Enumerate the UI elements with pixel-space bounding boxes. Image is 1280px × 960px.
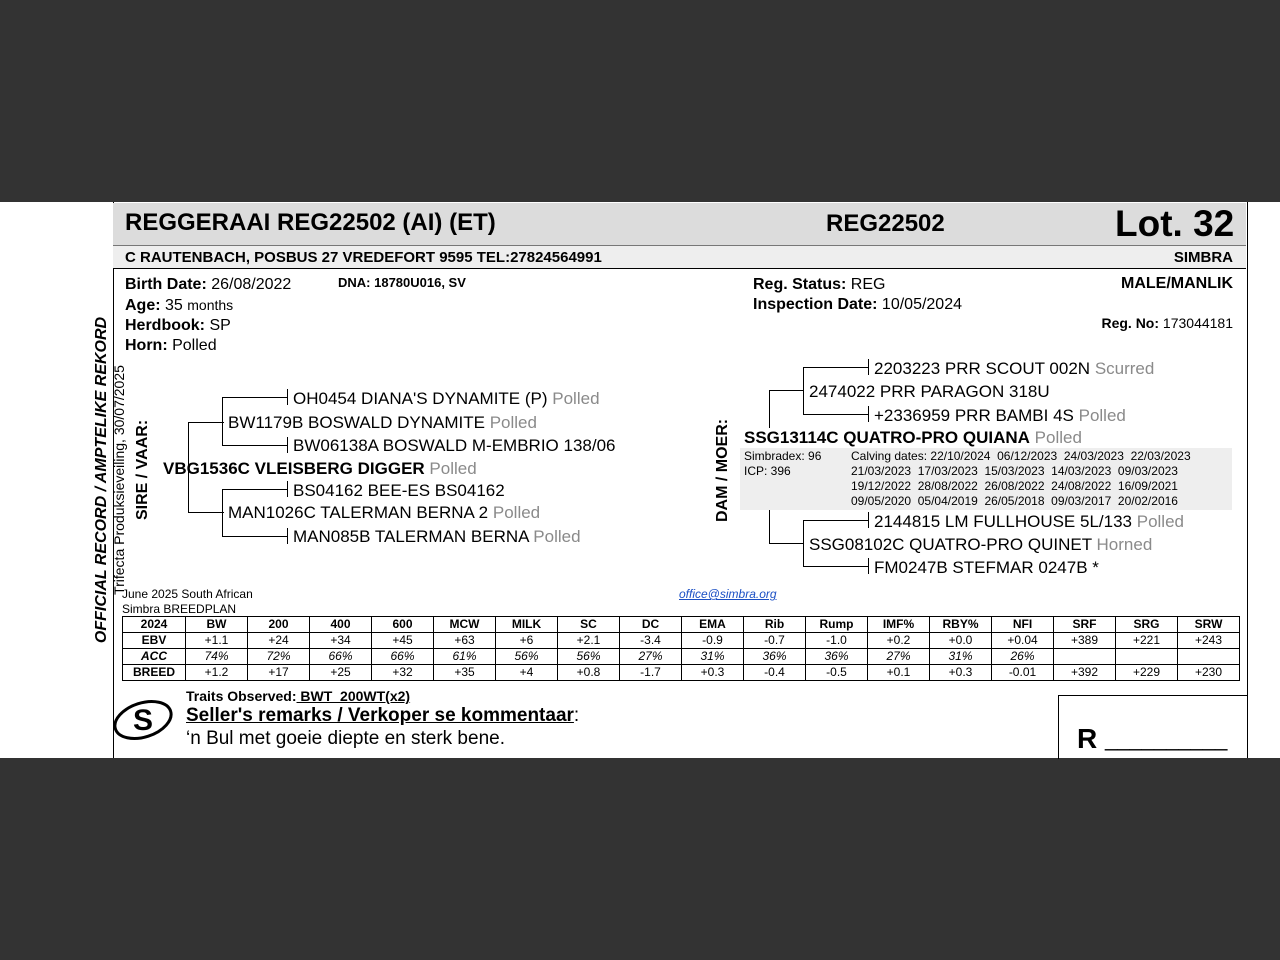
acc-row [123,649,1240,665]
sdd-name: MAN085B TALERMAN BERNA [293,527,529,546]
seller-remarks-colon: : [573,705,580,726]
birth-date-label: Birth Date: [125,276,207,293]
reg-status-label: Reg. Status: [753,276,847,293]
acc-cell: 74% [186,649,248,665]
sire-sire-dam [293,436,616,456]
seller-remarks-title: Seller's remarks / Verkoper se kommentaar [186,705,574,726]
sss-horn: Polled [552,389,600,408]
ebv-cell: +63 [434,633,496,649]
herdbook-value: SP [209,317,231,334]
breed-cell: +392 [1054,665,1116,681]
herdbook-label: Herdbook: [125,317,205,334]
breed-cell: +0.1 [868,665,930,681]
sire-name: VBG1536C VLEISBERG DIGGER [163,459,425,478]
calving-row-3: 19/12/2022 28/08/2022 26/08/2022 24/08/2022 16/09/2021 [851,479,1178,493]
animal-info [125,275,291,356]
dds-horn: Polled [1136,512,1184,531]
breed-cell: +4 [496,665,558,681]
dam-sire [809,382,1050,402]
dd-bracket-vertical [769,510,770,544]
inspection-date-label: Inspection Date: [753,296,878,313]
ebv-cell: EBV [123,633,186,649]
horn-label: Horn: [125,337,168,354]
traits-observed [186,688,410,704]
official-record-label: OFFICIAL RECORD / AMPTELIKE REKORD [93,316,110,644]
ebv-header-rib: Rib [744,617,806,633]
sd-bracket-top [222,489,288,490]
lot-number: Lot. 32 [1115,203,1235,244]
ebv-cell: +0.04 [992,633,1054,649]
age-value: 35 [165,297,183,314]
dam-dam-dam [874,558,1099,578]
seller-remarks-heading [186,705,579,727]
ss-bracket [222,397,223,445]
sss-tick [287,389,288,405]
dd-horn: Horned [1096,535,1153,554]
breed-cell: +229 [1116,665,1178,681]
acc-cell: 26% [992,649,1054,665]
reg-no-value: 173044181 [1162,315,1233,331]
acc-cell [1116,649,1178,665]
ebv-cell: -0.7 [744,633,806,649]
inspection-date-value: 10/05/2024 [881,296,962,313]
reg-number [1101,315,1233,331]
ebv-header-srw: SRW [1178,617,1240,633]
breed-row [123,665,1240,681]
dd-bracket-top [803,520,869,521]
sire-horn: Polled [429,459,477,478]
ebv-header-rump: Rump [806,617,868,633]
ebv-header-mcw: MCW [434,617,496,633]
sire-sire-sire [293,389,600,409]
dd-bracket-connector [769,543,804,544]
breed-label: SIMBRA [1173,249,1233,266]
registration-info [753,275,962,315]
dam-dam [809,535,1152,555]
sd-name: MAN1026C TALERMAN BERNA 2 [228,503,489,522]
breed-cell: +230 [1178,665,1240,681]
ebv-cell: +1.1 [186,633,248,649]
breed-cell: -0.5 [806,665,868,681]
dam-horn: Polled [1034,428,1082,447]
acc-cell: 56% [558,649,620,665]
ebv-cell: +389 [1054,633,1116,649]
ebv-header-imf-: IMF% [868,617,930,633]
dd-bracket [803,520,804,566]
ebv-header-srf: SRF [1054,617,1116,633]
calving-row-1: 22/10/2024 06/12/2023 24/03/2023 22/03/2023 [930,449,1191,463]
breed-cell: +0.3 [930,665,992,681]
ss-name: BW1179B BOSWALD DYNAMITE [228,413,485,432]
ebv-cell: +0.0 [930,633,992,649]
breed-cell: +1.2 [186,665,248,681]
dd-name: SSG08102C QUATRO-PRO QUINET [809,535,1092,554]
sire-dam [228,503,540,523]
acc-cell: 72% [248,649,310,665]
ds-bracket [803,367,804,414]
acc-cell: ACC [123,649,186,665]
breedplan-line-1: June 2025 South African [122,587,253,601]
traits-label: Traits Observed: [186,688,297,704]
acc-cell: 66% [310,649,372,665]
sd-bracket [222,489,223,536]
owner-address: C RAUTENBACH, POSBUS 27 VREDEFORT 9595 TEL:27824564991 [125,249,602,266]
horn-value: Polled [172,337,217,354]
ebv-header-srg: SRG [1116,617,1178,633]
ebv-header-sc: SC [558,617,620,633]
traits-value: BWT 200WT(x2) [296,688,411,704]
breed-cell: +17 [248,665,310,681]
breed-cell: +0.8 [558,665,620,681]
calving-panel [740,448,1232,510]
calving-label: Calving dates: [851,449,928,463]
dsd-horn: Polled [1078,406,1126,425]
ebv-header-row [123,617,1240,633]
price-blank[interactable]: __________ [1105,726,1228,751]
acc-cell: 56% [496,649,558,665]
sire-label: SIRE / VAAR: [134,419,151,520]
ebv-header-600: 600 [372,617,434,633]
sds-name: BS04162 BEE-ES BS04162 [293,481,505,500]
dna-info: DNA: 18780U016, SV [338,275,466,290]
ebv-cell: -1.0 [806,633,868,649]
animal-name: REGGERAAI REG22502 (AI) (ET) [125,209,496,236]
acc-cell: 61% [434,649,496,665]
ssd-tick [287,437,288,453]
ebv-header-milk: MILK [496,617,558,633]
ebv-cell: +2.1 [558,633,620,649]
ss-horn: Polled [489,413,537,432]
calving-dates-row-1 [851,449,1191,463]
ds-bracket-vertical [769,390,770,428]
dds-tick [868,512,869,528]
breed-cell: +35 [434,665,496,681]
sds-tick [287,481,288,497]
price-box [1058,695,1247,759]
age-unit: months [187,297,234,313]
dam-sire-dam [874,406,1126,426]
acc-cell [1054,649,1116,665]
ds-bracket-connector [769,390,804,391]
dam-dam-sire [874,512,1184,532]
acc-cell: 36% [806,649,868,665]
sd-bracket-bottom [222,536,288,537]
seller-remarks-text: ‘n Bul met goeie diepte en sterk bene. [186,728,505,749]
reg-code: REG22502 [826,210,945,237]
ebv-cell: +6 [496,633,558,649]
calving-row-2: 21/03/2023 17/03/2023 15/03/2023 14/03/2023 09/03/2023 [851,464,1178,478]
ebv-row [123,633,1240,649]
dss-name: 2203223 PRR SCOUT 002N [874,359,1091,378]
email-link[interactable]: office@simbra.org [679,587,777,601]
ddd-tick [868,558,869,574]
sire-sire [228,413,537,433]
dss-tick [868,359,869,375]
birth-date-value: 26/08/2022 [211,276,292,293]
ds-bracket-top [803,367,869,368]
simbra-logo-letter: S [132,704,154,737]
dd-bracket-bottom [803,566,869,567]
sire-bracket-bottom [188,512,224,513]
breed-cell: +25 [310,665,372,681]
ss-bracket-bottom [222,445,288,446]
dsd-name: +2336959 PRR BAMBI 4S [874,406,1074,425]
sire-main [163,459,477,479]
sd-horn: Polled [492,503,541,522]
ebv-header-ema: EMA [682,617,744,633]
age-label: Age: [125,297,161,314]
acc-cell: 27% [620,649,682,665]
auction-name: Trifecta Produksieveiling, 30/07/2025 [111,365,127,595]
ssd-name: BW06138A BOSWALD M-EMBRIO 138/06 [293,436,616,455]
sire-dam-dam [293,527,581,547]
dam-main [744,428,1082,448]
ebv-cell: +34 [310,633,372,649]
ebv-cell: +243 [1178,633,1240,649]
ebv-header-nfi: NFI [992,617,1054,633]
simbra-logo-icon [112,693,178,745]
reg-status-value: REG [850,276,886,293]
ebv-cell: +0.2 [868,633,930,649]
ebv-cell: -0.9 [682,633,744,649]
ss-bracket-top [222,397,288,398]
breed-cell: BREED [123,665,186,681]
breedplan-label [122,587,253,617]
reg-no-label: Reg. No: [1101,315,1160,331]
dss-horn: Scurred [1094,359,1155,378]
ebv-cell: +24 [248,633,310,649]
dds-name: 2144815 LM FULLHOUSE 5L/133 [874,512,1132,531]
sire-bracket-top [188,422,224,423]
ds-name: 2474022 PRR PARAGON 318U [809,382,1050,401]
simbradex: Simbradex: 96 [744,449,822,463]
breedplan-line-2: Simbra BREEDPLAN [122,602,237,616]
ebv-header-400: 400 [310,617,372,633]
acc-cell [1178,649,1240,665]
ebv-header-bw: BW [186,617,248,633]
sex-label: MALE/MANLIK [1121,275,1233,292]
acc-cell: 27% [868,649,930,665]
dsd-tick [868,406,869,422]
acc-cell: 31% [930,649,992,665]
acc-cell: 36% [744,649,806,665]
ebv-cell: +45 [372,633,434,649]
breed-cell: +0.3 [682,665,744,681]
breed-cell: +32 [372,665,434,681]
dam-sire-sire [874,359,1154,379]
icp: ICP: 396 [744,464,791,478]
acc-cell: 31% [682,649,744,665]
ds-bracket-bottom [803,414,869,415]
sire-dam-sire [293,481,505,501]
sdd-tick [287,528,288,544]
calving-row-4: 09/05/2020 05/04/2019 26/05/2018 09/03/2017 20/02/2016 [851,494,1178,508]
ddd-name: FM0247B STEFMAR 0247B * [874,558,1099,577]
breed-cell: -0.01 [992,665,1054,681]
ebv-header-2024: 2024 [123,617,186,633]
ebv-header-200: 200 [248,617,310,633]
ebv-cell: +221 [1116,633,1178,649]
acc-cell: 66% [372,649,434,665]
price-currency: R [1077,723,1098,754]
ebv-header-dc: DC [620,617,682,633]
sss-name: OH0454 DIANA'S DYNAMITE (P) [293,389,548,408]
dam-label: DAM / MOER: [714,418,731,522]
dam-name: SSG13114C QUATRO-PRO QUIANA [744,428,1030,447]
ebv-header-rby-: RBY% [930,617,992,633]
ebv-table [122,616,1240,681]
breed-cell: -1.7 [620,665,682,681]
sdd-horn: Polled [533,527,581,546]
ebv-cell: -3.4 [620,633,682,649]
breed-cell: -0.4 [744,665,806,681]
